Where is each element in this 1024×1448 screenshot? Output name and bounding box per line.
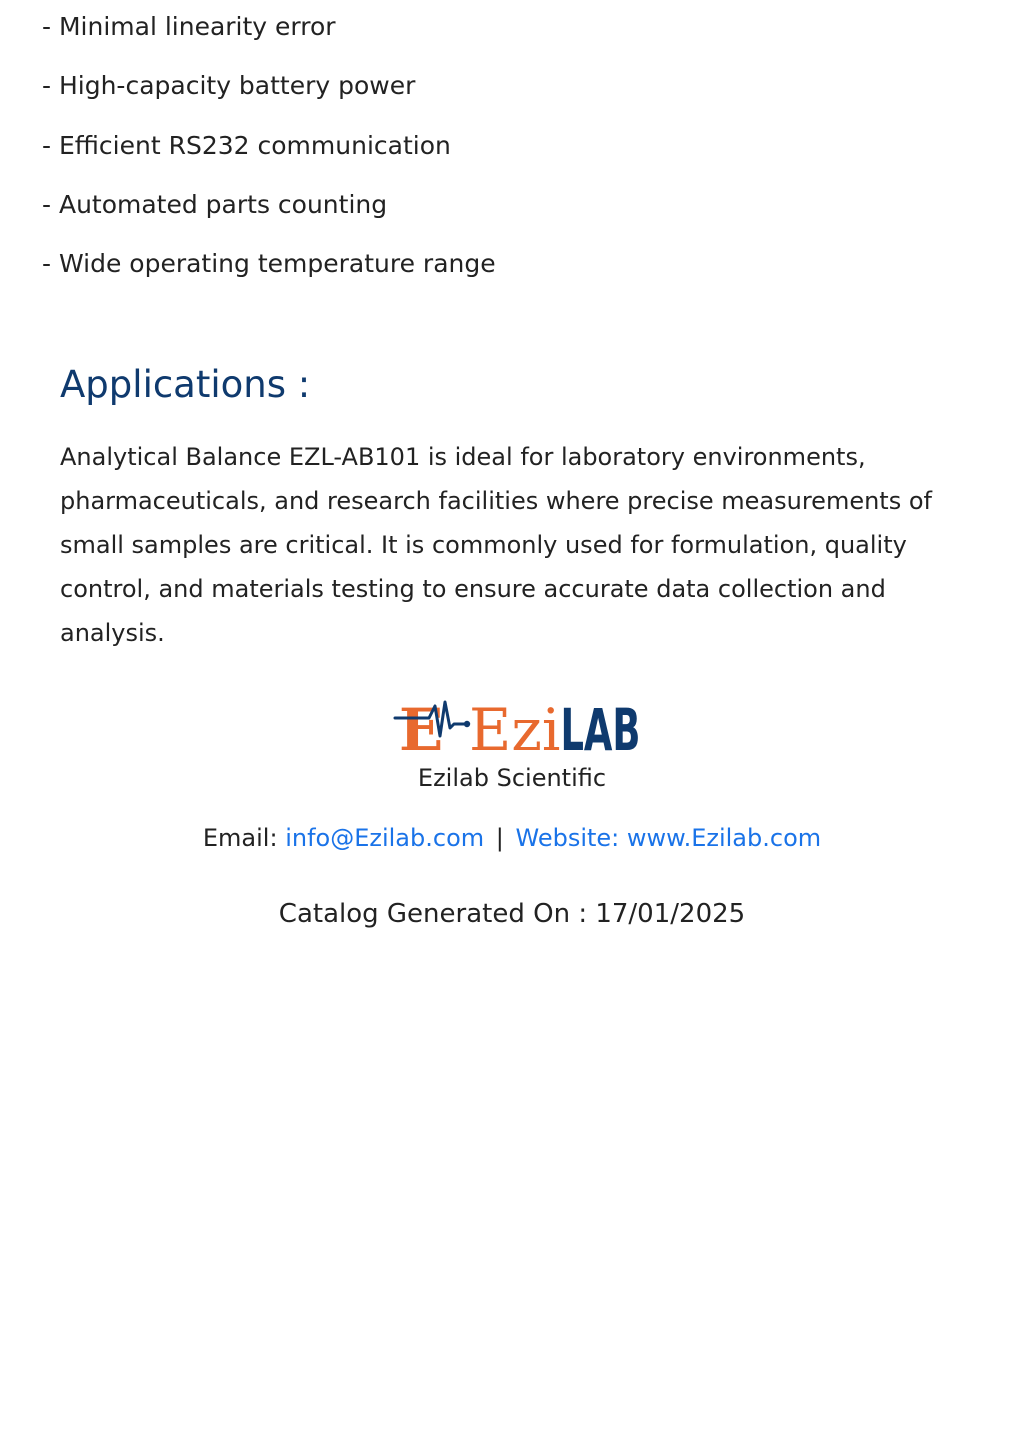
feature-item: - Automated parts counting xyxy=(42,189,388,219)
feature-item: - High-capacity battery power xyxy=(42,71,416,101)
logo-word xyxy=(469,696,640,764)
logo-word-part1: Ezi xyxy=(469,696,561,764)
feature-item: - Efficient RS232 communication xyxy=(42,130,451,160)
website-link[interactable]: Website: www.Ezilab.com xyxy=(515,824,822,852)
company-name: Ezilab Scientific xyxy=(417,764,607,792)
feature-item: - Minimal linearity error xyxy=(42,12,336,41)
feature-item: - Wide operating temperature range xyxy=(42,249,496,278)
logo-mark: E xyxy=(399,696,444,764)
email-label: Email: xyxy=(202,824,278,852)
contact-separator: | xyxy=(495,824,504,852)
logo-word-part2: LAB xyxy=(560,696,641,764)
ezilab-logo xyxy=(393,696,641,764)
feature-list xyxy=(42,10,496,306)
applications-paragraph: Analytical Balance EZL-AB101 is ideal for laboratory environments, pharmaceuticals, and research facilities where precise measurements of small samples are critical. It is commonly used for formulation, quality control, and materials testing to ensure accurate data collection and analysis. xyxy=(60,443,932,647)
email-link[interactable]: info@Ezilab.com xyxy=(285,824,485,852)
contact-line xyxy=(0,821,1024,855)
catalog-generated-date: Catalog Generated On : 17/01/2025 xyxy=(278,899,746,929)
applications-heading: Applications : xyxy=(60,363,311,406)
